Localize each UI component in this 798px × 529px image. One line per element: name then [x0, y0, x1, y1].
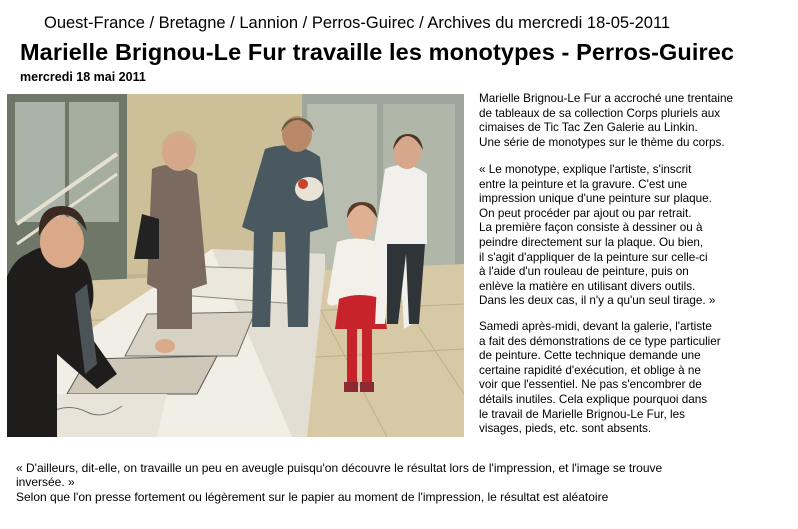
paragraph-demonstration [479, 320, 721, 437]
paragraph-blind [16, 461, 662, 489]
paragraph-line: le travail de Marielle Brignou-Le Fur, les [479, 407, 685, 421]
paragraph-line: Dans les deux cas, il n'y a qu'un seul tirage. » [479, 294, 716, 308]
paragraph-line: peindre directement sur la plaque. Ou bien, [479, 235, 704, 249]
paragraph-line: visages, pieds, etc. sont absents. [479, 422, 652, 436]
paragraph-quote [479, 163, 715, 309]
paragraph-line: « Le monotype, explique l'artiste, s'inscrit [479, 163, 692, 176]
paragraph-line: de tableaux de sa collection Corps pluriels aux [479, 106, 721, 120]
paragraph-line: détails inutiles. Cela explique pourquoi dans [479, 392, 708, 406]
paragraph-line: de peinture. Cette technique demande une [479, 349, 701, 363]
paragraph-line: La première façon consiste à dessiner ou à [479, 221, 703, 235]
paragraph-line: « D'ailleurs, dit-elle, on travaille un peu en aveugle puisqu'on découvre le résultat lors de l'impression, et l'image se trouve [16, 461, 663, 475]
paragraph-line: à l'aide d'un rouleau de peinture, puis on [479, 265, 689, 279]
paragraph-line: enlève la matière en utilisant divers outils. [479, 279, 696, 293]
paragraph-line: Une série de monotypes sur le thème du corps. [479, 135, 725, 149]
paragraph-line: On peut procéder par ajout ou par retrait. [479, 206, 692, 220]
breadcrumb: Ouest-France / Bretagne / Lannion / Perros-Guirec / Archives du mercredi 18-05-2011 [44, 14, 671, 32]
paragraph-line: inversée. » [16, 475, 75, 489]
article-title: Marielle Brignou-Le Fur travaille les monotypes - Perros-Guirec [20, 39, 735, 65]
article-photo [7, 94, 464, 437]
paragraph-pressure: Selon que l'on presse fortement ou légèrement sur le papier au moment de l'impression, le résultat est aléatoire [16, 490, 609, 504]
paragraph-line: Samedi après-midi, devant la galerie, l'artiste [479, 320, 712, 333]
paragraph-line: certaine rapidité d'exécution, et oblige à ne [479, 363, 701, 377]
paragraph-line: il s'agit d'appliquer de la peinture sur celle-ci [479, 250, 708, 264]
article-date: mercredi 18 mai 2011 [20, 70, 146, 84]
paragraph-intro [479, 92, 733, 150]
paragraph-line: voir que l'essentiel. Ne pas s'encombrer de [479, 378, 702, 392]
paragraph-line: entre la peinture et la gravure. C'est une [479, 177, 688, 191]
paragraph-line: cimaises de Tic Tac Zen Galerie au Linkin. [479, 121, 698, 135]
paragraph-line: a fait des démonstrations de ce type particulier [479, 334, 721, 348]
paragraph-line: Marielle Brignou-Le Fur a accroché une trentaine [479, 92, 734, 105]
paragraph-line: impression unique d'une peinture sur plaque. [479, 192, 712, 206]
